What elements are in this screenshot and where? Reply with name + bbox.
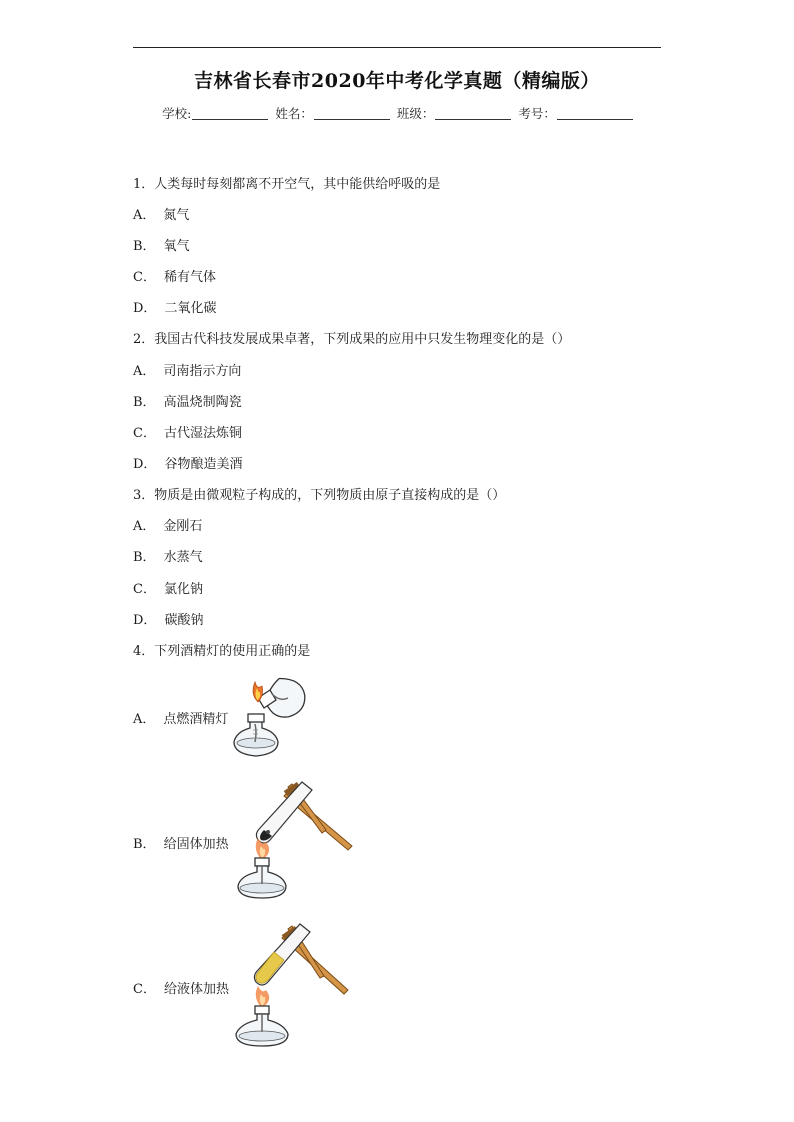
alcohol-lamp-icon — [238, 858, 286, 898]
q2-option-d — [133, 453, 242, 472]
option-text: 给固体加热 — [163, 837, 229, 852]
tilted-lamp-icon — [258, 676, 308, 720]
class-label: 班级： — [396, 106, 435, 121]
option-key: B． — [133, 239, 156, 254]
q3-option-c — [133, 578, 203, 597]
q1-option-b — [133, 235, 190, 254]
page-title: 吉林省长春市2020年中考化学真题（精编版） — [194, 70, 600, 92]
question-1-stem: 1．人类每时每刻都离不开空气，其中能供给呼吸的是 — [133, 177, 441, 192]
option-text: 氯化钠 — [163, 582, 203, 597]
option-key: C． — [133, 426, 156, 441]
option-text: 谷物酿造美酒 — [164, 457, 243, 472]
option-text: 氮气 — [163, 208, 190, 223]
flame-icon — [256, 986, 269, 1008]
alcohol-lamp-icon — [236, 1006, 288, 1046]
option-text: 二氧化碳 — [164, 301, 217, 316]
name-label: 姓名： — [275, 106, 313, 121]
heating-liquid-illustration — [228, 920, 352, 1048]
student-info-row — [0, 104, 794, 122]
heating-solid-illustration — [228, 778, 356, 900]
option-text: 给液体加热 — [163, 982, 229, 997]
lighting-lamp-with-lamp-illustration — [228, 668, 318, 760]
q3-option-a — [133, 515, 202, 534]
q1-option-c — [133, 266, 216, 285]
question-3-stem: 3．物质是由微观粒子构成的，下列物质由原子直接构成的是（） — [133, 488, 506, 503]
school-label: 学校: — [162, 106, 192, 121]
option-key: B． — [133, 837, 156, 852]
option-text: 碳酸钠 — [164, 613, 204, 628]
option-text: 氧气 — [163, 239, 190, 254]
exam-number-label: 考号： — [518, 106, 556, 121]
q1-option-d — [133, 297, 216, 316]
option-key: D． — [133, 613, 157, 628]
option-text: 古代湿法炼铜 — [163, 426, 242, 441]
q4-option-b — [133, 833, 229, 852]
option-text: 稀有气体 — [163, 270, 216, 285]
q2-option-c — [133, 422, 242, 441]
option-key: A． — [133, 519, 156, 534]
question-4-stem: 4．下列酒精灯的使用正确的是 — [133, 644, 311, 659]
option-text: 司南指示方向 — [163, 364, 242, 379]
option-key: C． — [133, 270, 156, 285]
option-key: A． — [133, 208, 156, 223]
exam-number-field[interactable] — [557, 107, 633, 120]
option-key: D． — [133, 457, 157, 472]
option-key: D． — [133, 301, 157, 316]
q3-option-d — [133, 609, 203, 628]
school-field[interactable] — [192, 107, 268, 120]
question-2-stem: 2．我国古代科技发展成果卓著，下列成果的应用中只发生物理变化的是（） — [133, 332, 571, 347]
option-text: 点燃酒精灯 — [163, 712, 229, 727]
option-key: C． — [133, 982, 156, 997]
alcohol-lamp-icon — [234, 714, 278, 756]
class-field[interactable] — [435, 107, 511, 120]
option-text: 高温烧制陶瓷 — [163, 395, 242, 410]
q2-option-b — [133, 391, 242, 410]
option-key: A． — [133, 364, 156, 379]
name-field[interactable] — [314, 107, 390, 120]
header-rule — [133, 47, 661, 48]
option-key: B． — [133, 395, 156, 410]
option-text: 金刚石 — [163, 519, 203, 534]
q4-option-c — [133, 978, 229, 997]
option-text: 水蒸气 — [163, 550, 203, 565]
q2-option-a — [133, 360, 241, 379]
option-key: C． — [133, 582, 156, 597]
q1-option-a — [133, 204, 189, 223]
option-key: B． — [133, 550, 156, 565]
q4-option-a — [133, 708, 228, 727]
q3-option-b — [133, 546, 203, 565]
option-key: A． — [133, 712, 156, 727]
